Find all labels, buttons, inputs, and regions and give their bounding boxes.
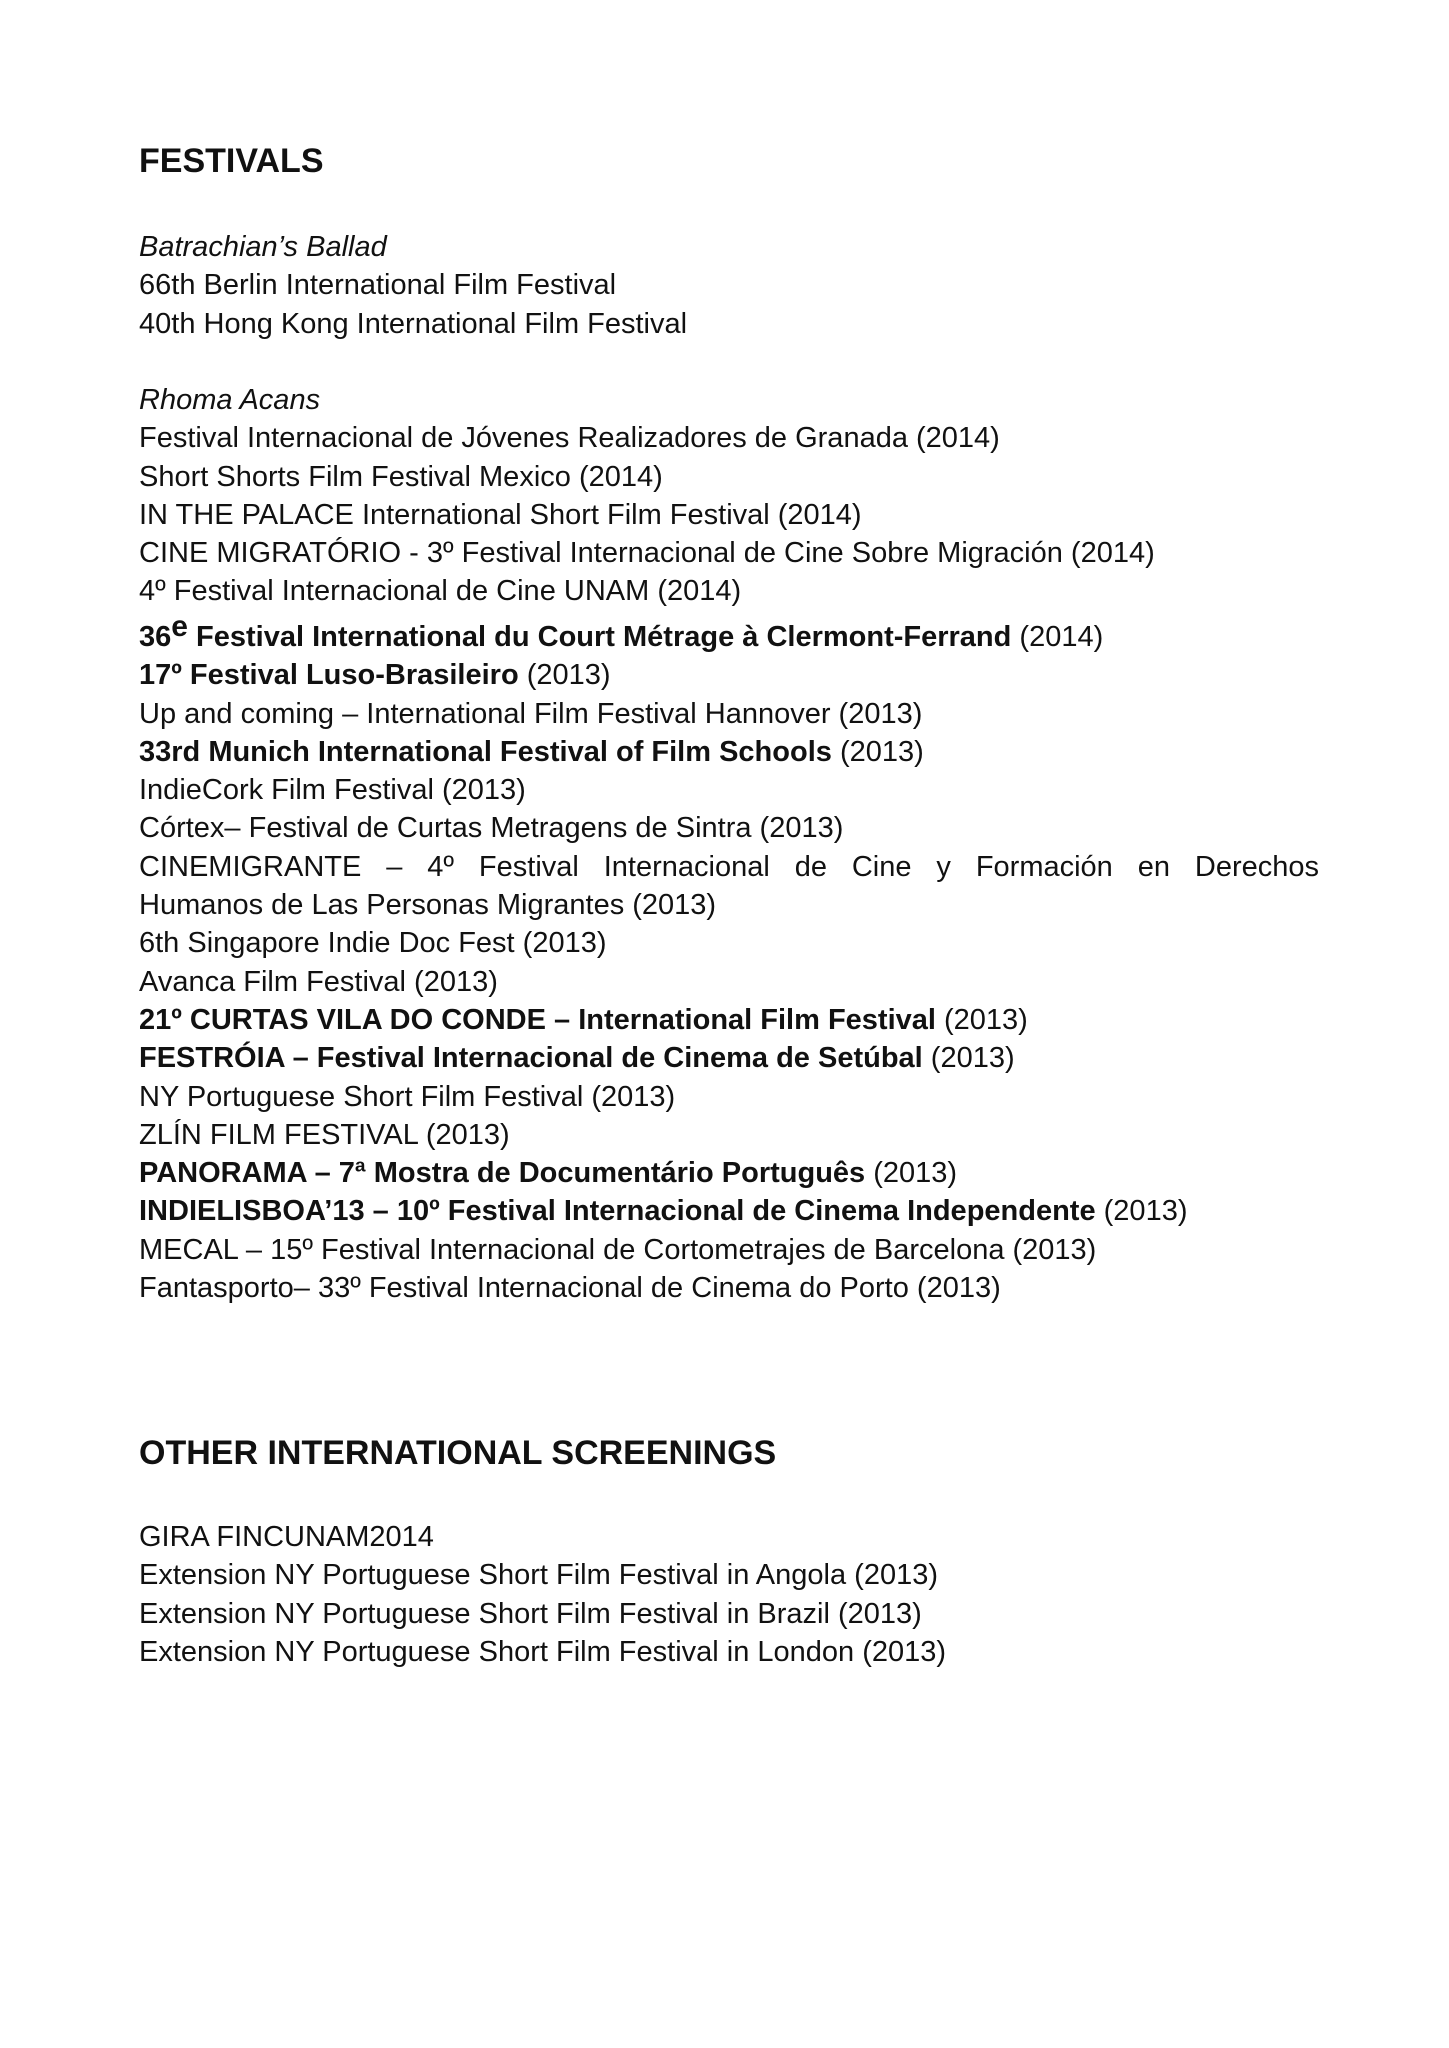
screening-item: Extension NY Portuguese Short Film Festival in London (2013) [139,1635,947,1668]
festival-item: Short Shorts Film Festival Mexico (2014) [139,460,663,493]
festival-item [139,809,1319,847]
festivals-heading: FESTIVALS [139,142,324,180]
festival-item-text: (2013) [1095,1195,1188,1228]
screenings-section [139,1518,1319,1671]
screening-item: GIRA FINCUNAM2014 [139,1521,434,1553]
festival-item-bold: INDIELISBOA’13 – 10º Festival Internacional de Cinema Independente [139,1195,1096,1228]
festival-item [139,656,1319,694]
festival-item-text: MECAL – 15º Festival Internacional de Cortometrajes de Barcelona (2013) [139,1233,1097,1266]
festival-item: 40th Hong Kong International Film Festival [139,307,688,340]
festival-item [139,1116,1319,1154]
festival-item: 4º Festival Internacional de Cine UNAM (2014) [139,575,742,608]
film-title-rhoma: Rhoma Acans [139,384,321,416]
festival-item-bold: 17º Festival Luso-Brasileiro [139,659,519,692]
screenings-heading: OTHER INTERNATIONAL SCREENINGS [139,1434,777,1472]
festival-item-text: ZLÍN FILM FESTIVAL (2013) [139,1118,510,1151]
festival-item [139,1078,1319,1116]
festival-item-text: Córtex– Festival de Curtas Metragens de Sintra (2013) [139,812,844,845]
festival-item [139,733,1319,771]
festival-item-bold: 33rd Munich International Festival of Film Schools [139,735,832,768]
film-title-batrachian: Batrachian’s Ballad [139,231,387,263]
festival-item [139,1154,1319,1192]
festival-item: CINE MIGRATÓRIO - 3º Festival Internacional de Cine Sobre Migración (2014) [139,537,1155,570]
screening-item: Extension NY Portuguese Short Film Festival in Brazil (2013) [139,1597,922,1630]
clermont-suffix: e [171,610,188,643]
festival-item [139,924,1319,962]
festival-item-text: Avanca Film Festival (2013) [139,965,498,998]
clermont-name: Festival International du Court Métrage à Clermont-Ferrand [187,621,1012,653]
festival-item [139,963,1319,1001]
batrachian-section [139,228,1319,343]
festival-item-text: (2013) [935,1003,1028,1036]
rhoma-section [139,381,1319,611]
rhoma-section-continued [139,610,1319,1307]
festival-item-text: Fantasporto– 33º Festival Internacional de Cinema do Porto (2013) [139,1272,1001,1305]
festival-item-text: 6th Singapore Indie Doc Fest (2013) [139,927,607,960]
festival-item-text: NY Portuguese Short Film Festival (2013) [139,1080,676,1113]
festival-item: IN THE PALACE International Short Film Festival (2014) [139,498,862,531]
festival-item-text: Up and coming – International Film Festival Hannover (2013) [139,697,923,730]
festival-item-clermont [139,610,1319,656]
festival-item-text: (2013) [922,1042,1015,1075]
festival-item [139,1231,1319,1269]
festival-item: Festival Internacional de Jóvenes Realizadores de Granada (2014) [139,422,1000,455]
festival-item [139,1039,1319,1077]
festival-item-text: (2013) [518,659,611,692]
festival-item-bold: FESTRÓIA – Festival Internacional de Cinema de Setúbal [139,1042,923,1075]
festival-item-text: IndieCork Film Festival (2013) [139,774,526,807]
clermont-year: (2014) [1011,621,1104,653]
festival-item-cinemigrante-line1: CINEMIGRANTE – 4º Festival Internacional de Cine y Formación en Derechos [139,850,1319,883]
festival-item-bold: PANORAMA – 7ª Mostra de Documentário Português [139,1157,866,1190]
festival-item [139,1001,1319,1039]
festival-item-cinemigrante-line2: Humanos de Las Personas Migrantes (2013) [139,889,717,922]
clermont-number: 36 [139,621,172,653]
screening-item: Extension NY Portuguese Short Film Festival in Angola (2013) [139,1559,938,1592]
festival-item-bold: 21º CURTAS VILA DO CONDE – International Film Festival [139,1003,936,1036]
festival-item-text: (2013) [831,735,924,768]
festival-item [139,1269,1319,1307]
festival-item: 66th Berlin International Film Festival [139,269,617,302]
festival-item [139,771,1319,809]
festival-item [139,1192,1319,1230]
festival-item-text: (2013) [865,1157,958,1190]
festival-item [139,695,1319,733]
